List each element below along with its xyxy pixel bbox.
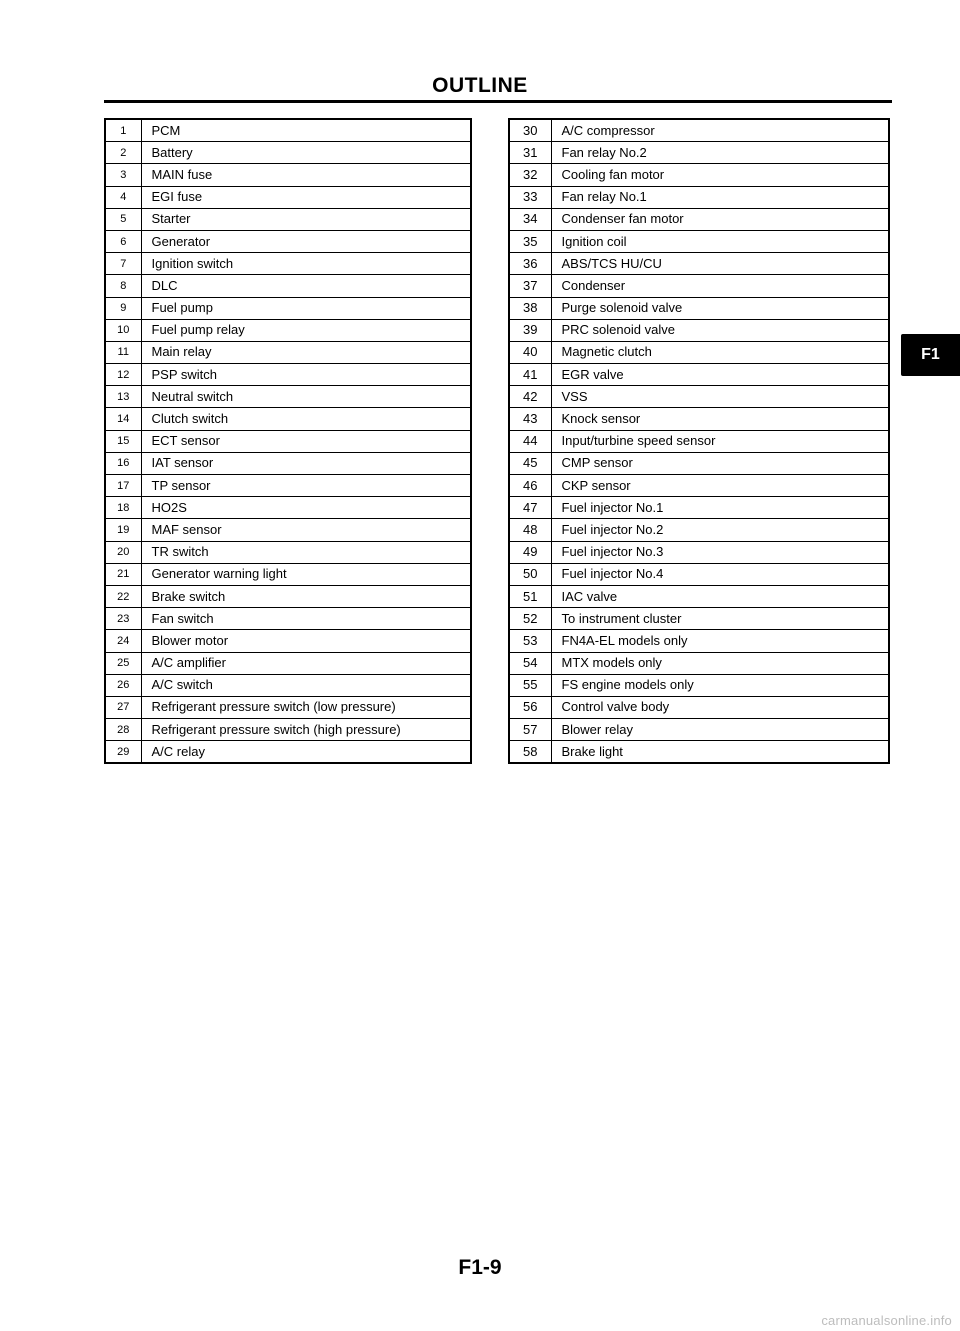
legend-component-name: PSP switch bbox=[141, 364, 471, 386]
legend-component-name: Clutch switch bbox=[141, 408, 471, 430]
legend-number: 4 bbox=[105, 186, 141, 208]
page-title: OUTLINE bbox=[432, 74, 528, 97]
legend-number: 49 bbox=[509, 541, 551, 563]
legend-row bbox=[105, 741, 471, 764]
legend-row bbox=[509, 741, 889, 764]
legend-row bbox=[509, 253, 889, 275]
legend-row bbox=[509, 585, 889, 607]
legend-component-name: CKP sensor bbox=[551, 475, 889, 497]
legend-component-name: TR switch bbox=[141, 541, 471, 563]
legend-component-name: Ignition coil bbox=[551, 230, 889, 252]
legend-row bbox=[105, 475, 471, 497]
legend-number: 1 bbox=[105, 119, 141, 142]
legend-number: 2 bbox=[105, 142, 141, 164]
legend-number: 55 bbox=[509, 674, 551, 696]
legend-component-name: Purge solenoid valve bbox=[551, 297, 889, 319]
legend-component-name: Input/turbine speed sensor bbox=[551, 430, 889, 452]
legend-row bbox=[509, 275, 889, 297]
legend-number: 9 bbox=[105, 297, 141, 319]
legend-row bbox=[105, 652, 471, 674]
legend-component-name: Condenser bbox=[551, 275, 889, 297]
legend-number: 45 bbox=[509, 452, 551, 474]
legend-component-name: DLC bbox=[141, 275, 471, 297]
legend-row bbox=[105, 630, 471, 652]
legend-number: 6 bbox=[105, 230, 141, 252]
legend-row bbox=[105, 164, 471, 186]
legend-number: 51 bbox=[509, 585, 551, 607]
component-legend-right bbox=[508, 118, 890, 764]
legend-component-name: MTX models only bbox=[551, 652, 889, 674]
legend-number: 24 bbox=[105, 630, 141, 652]
legend-component-name: Fuel injector No.4 bbox=[551, 563, 889, 585]
legend-row bbox=[105, 408, 471, 430]
legend-number: 56 bbox=[509, 696, 551, 718]
legend-component-name: FS engine models only bbox=[551, 674, 889, 696]
legend-component-name: Ignition switch bbox=[141, 253, 471, 275]
legend-row bbox=[509, 452, 889, 474]
title-underline bbox=[104, 100, 892, 103]
legend-row bbox=[509, 696, 889, 718]
legend-row bbox=[105, 297, 471, 319]
legend-row bbox=[509, 652, 889, 674]
legend-component-name: Starter bbox=[141, 208, 471, 230]
legend-component-name: VSS bbox=[551, 386, 889, 408]
legend-component-name: Blower motor bbox=[141, 630, 471, 652]
legend-row bbox=[105, 208, 471, 230]
legend-component-name: Fuel pump relay bbox=[141, 319, 471, 341]
legend-component-name: Brake light bbox=[551, 741, 889, 764]
legend-component-name: Knock sensor bbox=[551, 408, 889, 430]
legend-component-name: Neutral switch bbox=[141, 386, 471, 408]
legend-row bbox=[509, 541, 889, 563]
legend-row bbox=[105, 608, 471, 630]
legend-number: 31 bbox=[509, 142, 551, 164]
legend-number: 50 bbox=[509, 563, 551, 585]
legend-number: 43 bbox=[509, 408, 551, 430]
legend-number: 40 bbox=[509, 341, 551, 363]
legend-row bbox=[105, 519, 471, 541]
legend-row bbox=[509, 719, 889, 741]
legend-component-name: IAC valve bbox=[551, 585, 889, 607]
legend-component-name: A/C compressor bbox=[551, 119, 889, 142]
legend-component-name: A/C relay bbox=[141, 741, 471, 764]
legend-number: 54 bbox=[509, 652, 551, 674]
legend-row bbox=[105, 253, 471, 275]
legend-component-name: EGI fuse bbox=[141, 186, 471, 208]
legend-row bbox=[509, 142, 889, 164]
legend-number: 41 bbox=[509, 364, 551, 386]
legend-row bbox=[509, 341, 889, 363]
legend-row bbox=[105, 142, 471, 164]
legend-component-name: Main relay bbox=[141, 341, 471, 363]
legend-number: 52 bbox=[509, 608, 551, 630]
legend-component-name: Fan switch bbox=[141, 608, 471, 630]
legend-component-name: A/C amplifier bbox=[141, 652, 471, 674]
legend-number: 25 bbox=[105, 652, 141, 674]
page-number: F1-9 bbox=[458, 1256, 502, 1279]
legend-number: 10 bbox=[105, 319, 141, 341]
legend-row bbox=[509, 364, 889, 386]
legend-number: 58 bbox=[509, 741, 551, 764]
legend-row bbox=[105, 275, 471, 297]
legend-component-name: MAIN fuse bbox=[141, 164, 471, 186]
legend-component-name: Fan relay No.2 bbox=[551, 142, 889, 164]
legend-number: 20 bbox=[105, 541, 141, 563]
legend-row bbox=[509, 319, 889, 341]
legend-component-name: To instrument cluster bbox=[551, 608, 889, 630]
legend-component-name: MAF sensor bbox=[141, 519, 471, 541]
legend-component-name: Condenser fan motor bbox=[551, 208, 889, 230]
legend-component-name: PRC solenoid valve bbox=[551, 319, 889, 341]
legend-component-name: CMP sensor bbox=[551, 452, 889, 474]
legend-row bbox=[509, 430, 889, 452]
legend-number: 11 bbox=[105, 341, 141, 363]
legend-number: 33 bbox=[509, 186, 551, 208]
legend-row bbox=[509, 164, 889, 186]
legend-component-name: Cooling fan motor bbox=[551, 164, 889, 186]
legend-number: 19 bbox=[105, 519, 141, 541]
legend-component-name: Battery bbox=[141, 142, 471, 164]
legend-component-name: Refrigerant pressure switch (high pressure) bbox=[141, 719, 471, 741]
legend-number: 13 bbox=[105, 386, 141, 408]
legend-row bbox=[509, 674, 889, 696]
legend-row bbox=[509, 608, 889, 630]
legend-component-name: Fuel injector No.1 bbox=[551, 497, 889, 519]
legend-row bbox=[509, 230, 889, 252]
legend-number: 12 bbox=[105, 364, 141, 386]
legend-row bbox=[105, 585, 471, 607]
legend-number: 29 bbox=[105, 741, 141, 764]
legend-row bbox=[105, 186, 471, 208]
legend-row bbox=[105, 452, 471, 474]
legend-row bbox=[105, 119, 471, 142]
legend-number: 57 bbox=[509, 719, 551, 741]
legend-number: 39 bbox=[509, 319, 551, 341]
watermark: carmanualsonline.info bbox=[821, 1313, 952, 1328]
legend-number: 42 bbox=[509, 386, 551, 408]
legend-number: 28 bbox=[105, 719, 141, 741]
legend-row bbox=[105, 497, 471, 519]
legend-component-name: IAT sensor bbox=[141, 452, 471, 474]
legend-row bbox=[105, 696, 471, 718]
legend-row bbox=[105, 386, 471, 408]
legend-component-name: FN4A-EL models only bbox=[551, 630, 889, 652]
legend-number: 3 bbox=[105, 164, 141, 186]
legend-component-name: Fuel injector No.2 bbox=[551, 519, 889, 541]
legend-number: 16 bbox=[105, 452, 141, 474]
legend-component-name: Brake switch bbox=[141, 585, 471, 607]
legend-row bbox=[105, 719, 471, 741]
legend-number: 38 bbox=[509, 297, 551, 319]
component-legend-left bbox=[104, 118, 472, 764]
legend-component-name: Magnetic clutch bbox=[551, 341, 889, 363]
legend-row bbox=[105, 563, 471, 585]
legend-number: 5 bbox=[105, 208, 141, 230]
legend-number: 17 bbox=[105, 475, 141, 497]
legend-row bbox=[509, 519, 889, 541]
legend-number: 35 bbox=[509, 230, 551, 252]
legend-component-name: A/C switch bbox=[141, 674, 471, 696]
legend-row bbox=[509, 208, 889, 230]
legend-row bbox=[105, 230, 471, 252]
legend-row bbox=[105, 541, 471, 563]
legend-number: 46 bbox=[509, 475, 551, 497]
legend-row bbox=[509, 497, 889, 519]
legend-number: 7 bbox=[105, 253, 141, 275]
legend-component-name: Refrigerant pressure switch (low pressure) bbox=[141, 696, 471, 718]
legend-component-name: Fuel injector No.3 bbox=[551, 541, 889, 563]
legend-number: 23 bbox=[105, 608, 141, 630]
legend-component-name: Fuel pump bbox=[141, 297, 471, 319]
legend-number: 21 bbox=[105, 563, 141, 585]
legend-component-name: Generator warning light bbox=[141, 563, 471, 585]
legend-component-name: PCM bbox=[141, 119, 471, 142]
legend-number: 8 bbox=[105, 275, 141, 297]
legend-number: 15 bbox=[105, 430, 141, 452]
legend-component-name: Control valve body bbox=[551, 696, 889, 718]
legend-row bbox=[509, 475, 889, 497]
legend-number: 14 bbox=[105, 408, 141, 430]
legend-row bbox=[105, 674, 471, 696]
legend-component-name: ABS/TCS HU/CU bbox=[551, 253, 889, 275]
legend-row bbox=[105, 430, 471, 452]
legend-number: 22 bbox=[105, 585, 141, 607]
legend-component-name: Blower relay bbox=[551, 719, 889, 741]
section-tab[interactable]: F1 bbox=[901, 334, 960, 376]
legend-row bbox=[509, 386, 889, 408]
legend-number: 30 bbox=[509, 119, 551, 142]
legend-number: 27 bbox=[105, 696, 141, 718]
legend-component-name: Fan relay No.1 bbox=[551, 186, 889, 208]
legend-row bbox=[509, 408, 889, 430]
legend-component-name: TP sensor bbox=[141, 475, 471, 497]
legend-number: 36 bbox=[509, 253, 551, 275]
legend-number: 32 bbox=[509, 164, 551, 186]
legend-row bbox=[509, 563, 889, 585]
legend-component-name: EGR valve bbox=[551, 364, 889, 386]
legend-row bbox=[509, 119, 889, 142]
legend-row bbox=[105, 341, 471, 363]
legend-component-name: Generator bbox=[141, 230, 471, 252]
legend-component-name: HO2S bbox=[141, 497, 471, 519]
legend-row bbox=[509, 630, 889, 652]
legend-number: 44 bbox=[509, 430, 551, 452]
legend-row bbox=[105, 364, 471, 386]
legend-number: 37 bbox=[509, 275, 551, 297]
legend-row bbox=[105, 319, 471, 341]
legend-number: 48 bbox=[509, 519, 551, 541]
legend-component-name: ECT sensor bbox=[141, 430, 471, 452]
legend-number: 18 bbox=[105, 497, 141, 519]
legend-number: 34 bbox=[509, 208, 551, 230]
legend-number: 53 bbox=[509, 630, 551, 652]
legend-row bbox=[509, 297, 889, 319]
legend-number: 47 bbox=[509, 497, 551, 519]
legend-number: 26 bbox=[105, 674, 141, 696]
legend-row bbox=[509, 186, 889, 208]
